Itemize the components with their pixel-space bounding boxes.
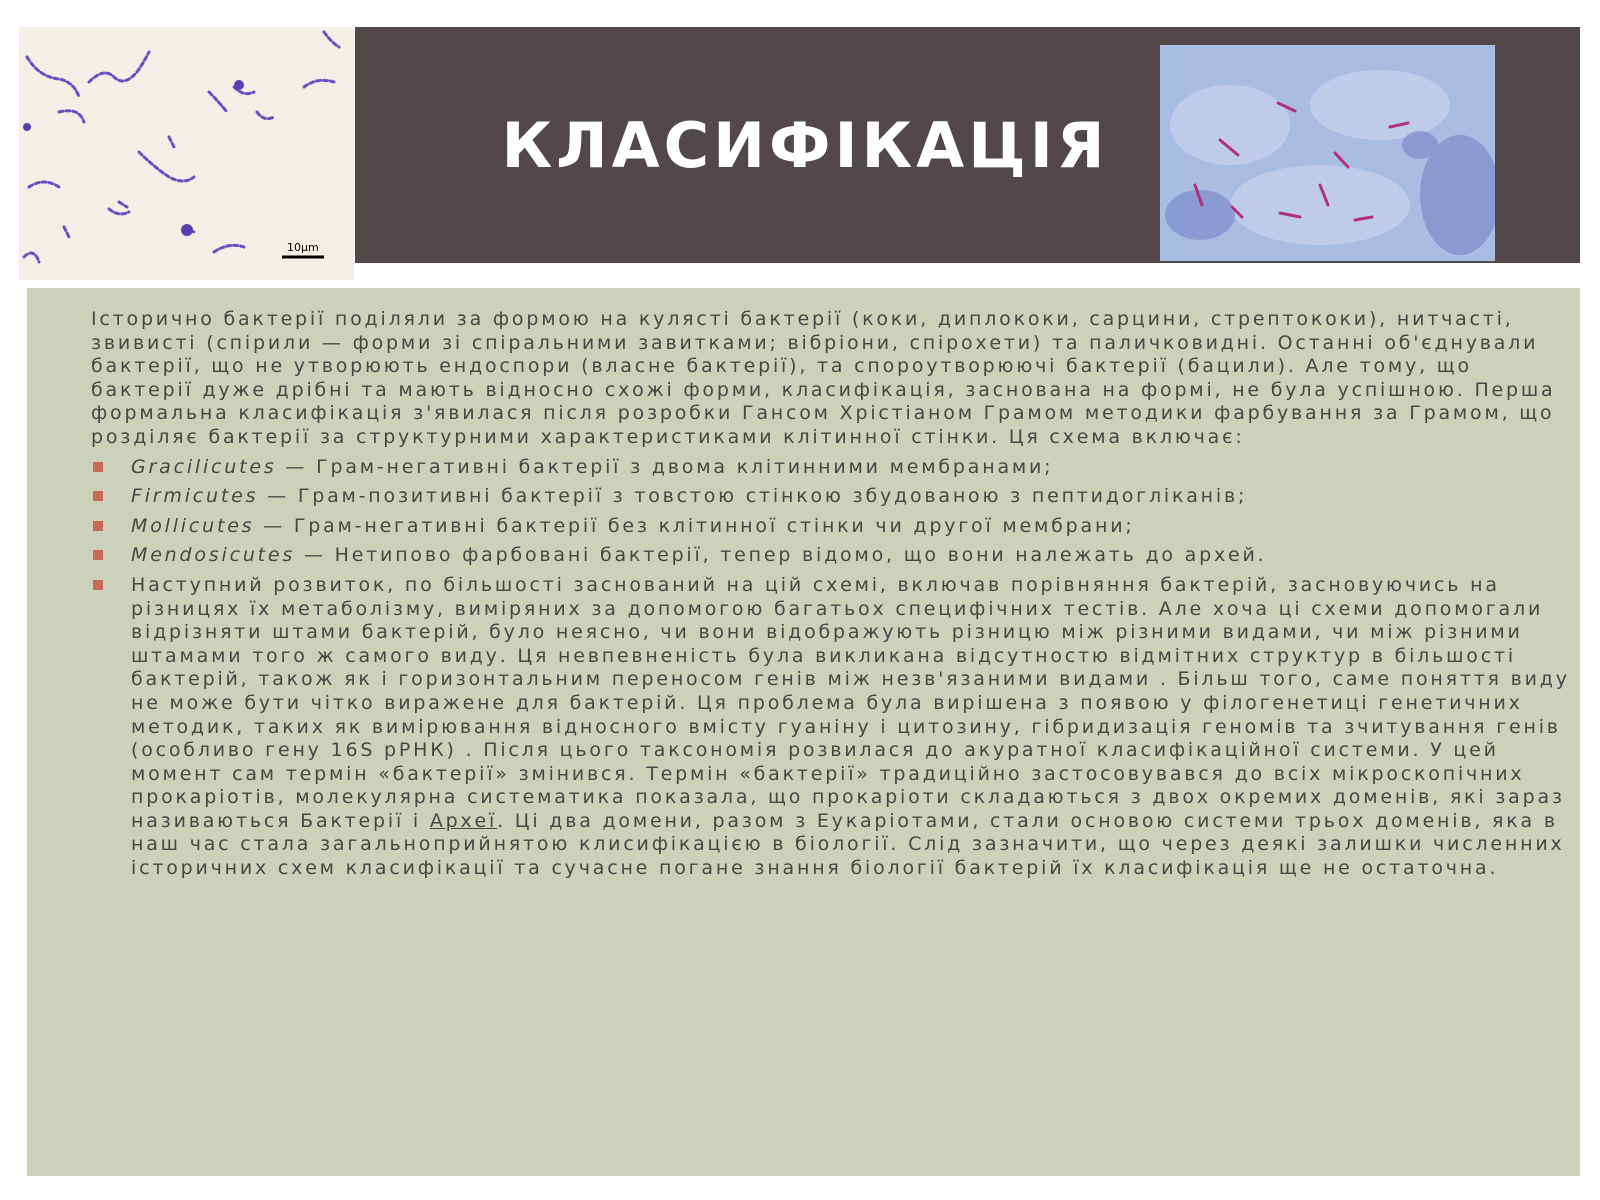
intro-paragraph: Історично бактерії поділяли за формою на кулясті бактерії (коки, диплококи, сарцини, стрептококи), нитчасті, звивисті (спірили — форми зі спіральними завитками; вібріони, спірохети) та паличковидні. Останні об'єднували бактерії, що не утворюють ендоспори (власне бактерії), та спороутворюючі бактерії (бацили). Але тому, що бактерії дуже дрібні та мають відносно схожі форми, класифікація, заснована на формі, не була успішною. Перша формальна класифікація з'явилася після розробки Гансом Хрістіаном Грамом методики фарбування за Грамом, що розділяє бактерії за структурними характеристиками клітинної стінки. Ця схема включає: xyxy=(91,308,1556,448)
square-bullet-icon xyxy=(93,550,103,560)
list-item xyxy=(91,515,1571,539)
taxon-term: Gracilicutes xyxy=(131,455,277,478)
list-item xyxy=(91,485,1571,509)
taxon-term: Mendosicutes xyxy=(131,544,296,567)
micrograph-streptococci-icon xyxy=(19,27,354,280)
taxon-description: — Грам-негативні бактерії з двома клітинними мембранами; xyxy=(276,455,1054,478)
square-bullet-icon xyxy=(93,521,103,531)
square-bullet-icon xyxy=(93,580,103,590)
square-bullet-icon xyxy=(93,462,103,472)
taxon-description: — Грам-позитивні бактерії з товстою стінкою збудованою з пептидогліканів; xyxy=(258,485,1248,508)
micrograph-stained-bacteria-icon xyxy=(1160,45,1495,261)
micrograph-right-image xyxy=(1160,45,1495,261)
list-item xyxy=(91,456,1571,480)
square-bullet-icon xyxy=(93,491,103,501)
micrograph-left-image xyxy=(19,27,354,280)
history-paragraph-start: Наступний розвиток, по більшості заснований на цій схемі, включав порівняння бактерій, засновуючись на різницях їх метаболізму, виміряних за допомогою багатьох специфічних тестів. Але хоча ці схеми допомогали відрізняти штами бактерій, було неясно, чи вони відображують різницю між різними видами, чи між різними штамами того ж самого виду. Ця невпевненість була викликана відсутностю відмітних структур в більшості бактерій, також як і горизонтальним переносом генів між незв'язаними видами . Більш того, саме поняття виду не може бути чітко виражене для бактерій. Ця проблема була вирішена з появою у філогенетиці генетичних методик, таких як вимірювання відносного вмісту гуаніну і цитозину, гібридизація геномів та зчитування генів (особливо гену 16S рРНК) . Після цього таксономія розвилася до акуратної класифікаційної системи. У цей момент сам термін «бактерії» змінився. Термін «бактерії» традиційно застосовувався до всіх мікроскопічних прокаріотів, молекулярна систематика показала, що прокаріоти складаються з двох окремих доменів, які зараз називаються Бактерії і xyxy=(131,573,1570,832)
taxon-description: — Грам-негативні бактерії без клітинної стінки чи другої мембрани; xyxy=(254,514,1135,537)
classification-list xyxy=(91,456,1571,881)
scale-label: 10μm xyxy=(287,241,319,254)
slide-body xyxy=(91,308,1571,887)
taxon-term: Mollicutes xyxy=(131,514,255,537)
archaea-link[interactable]: Археї xyxy=(429,809,498,832)
list-item xyxy=(91,544,1571,568)
taxon-term: Firmicutes xyxy=(131,485,259,508)
slide-title: КЛАСИФІКАЦІЯ xyxy=(501,108,1109,182)
history-paragraph-end: . Ці два домени, разом з Еукаріотами, стали основою системи трьох доменів, яка в наш час стала загальноприйнятою клисифікацією в біології. Слід зазначити, що через деякі залишки численних історичних схем класифікації та сучасне погане знання біології бактерій їх класифікація ще не остаточна. xyxy=(131,809,1565,880)
list-item xyxy=(91,574,1571,881)
taxon-description: — Нетипово фарбовані бактерії, тепер відомо, що вони належать до архей. xyxy=(295,544,1267,567)
